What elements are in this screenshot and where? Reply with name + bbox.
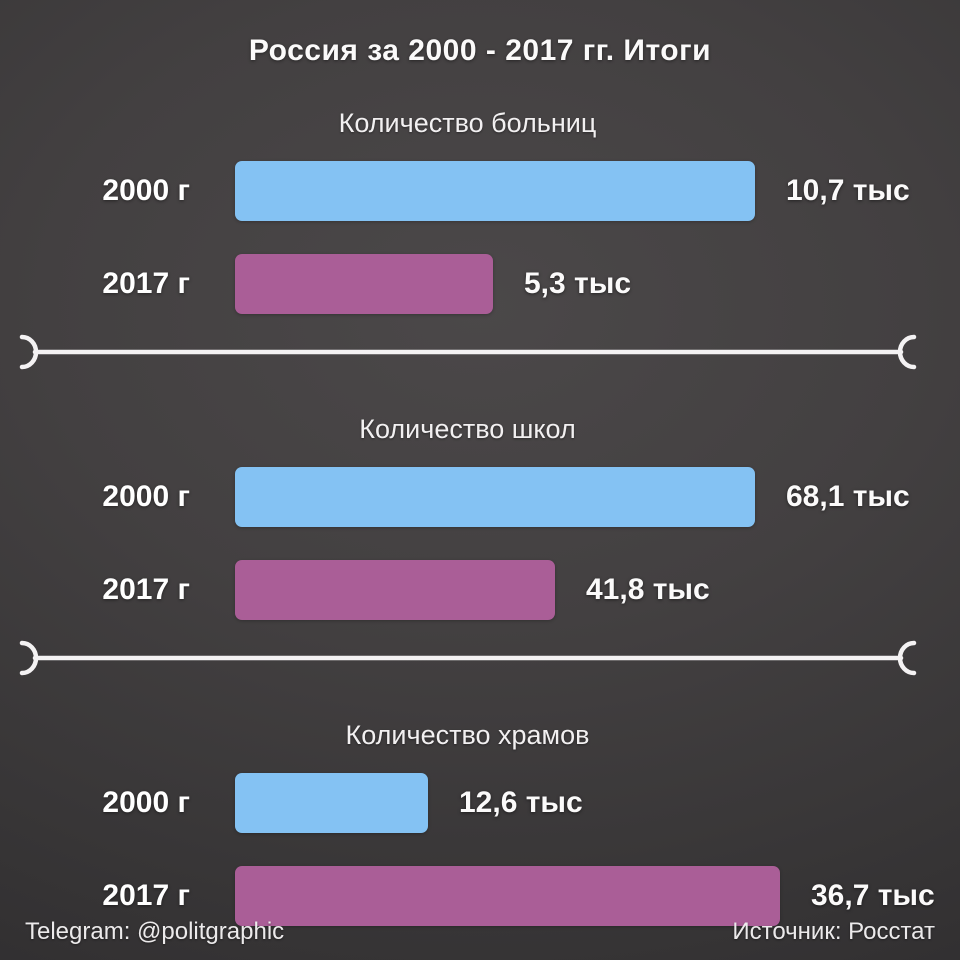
section-rows [0,773,935,926]
year-label: 2017 г [102,573,190,606]
section-rows [0,467,935,620]
footer-telegram-handle: Telegram: @politgraphic [25,918,285,945]
chart-sections [0,68,935,926]
chart-section [0,680,935,926]
value-label: 41,8 тыс [586,573,710,606]
value-bar-2017г [235,254,493,314]
value-label: 5,3 тыс [524,267,632,300]
section-rows [0,161,935,314]
footer [25,918,935,946]
section-title: Количество храмов [345,720,590,750]
bar-row [0,560,935,620]
year-label: 2017 г [102,267,190,300]
year-label: 2017 г [102,879,190,912]
bar-row [0,866,935,926]
curved-line-divider-icon [0,330,936,374]
value-bar-2017г [235,560,555,620]
value-bar-2000г [235,161,755,221]
value-label: 12,6 тыс [459,786,583,819]
value-label: 36,7 тыс [811,879,935,912]
section-title: Количество школ [359,414,576,444]
chart-section [0,68,935,314]
year-label: 2000 г [102,480,190,513]
value-label: 68,1 тыс [786,480,910,513]
value-bar-2017г [235,866,780,926]
section-divider [0,330,936,374]
footer-source-label: Источник: Росстат [732,918,935,945]
page-title: Россия за 2000 - 2017 гг. Итоги [248,34,712,67]
bar-row [0,254,935,314]
year-label: 2000 г [102,174,190,207]
bar-row [0,467,935,527]
value-bar-2000г [235,773,428,833]
curved-line-divider-icon [0,636,936,680]
year-label: 2000 г [102,786,190,819]
section-divider [0,636,936,680]
section-title: Количество больниц [338,108,597,138]
value-bar-2000г [235,467,755,527]
value-label: 10,7 тыс [786,174,910,207]
bar-row [0,161,935,221]
bar-row [0,773,935,833]
chart-section [0,374,935,620]
